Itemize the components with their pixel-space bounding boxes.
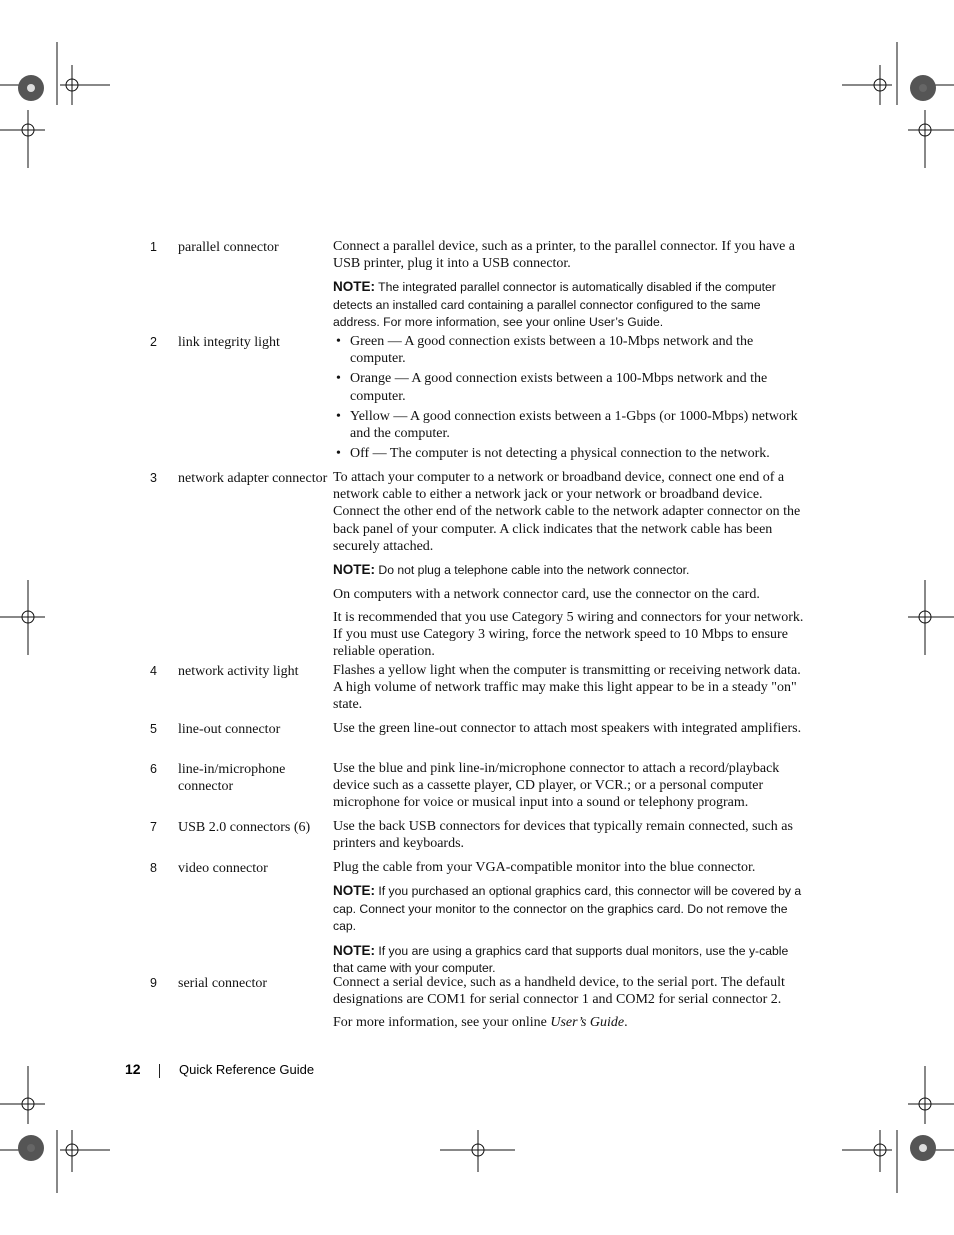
table-row: [150, 469, 810, 666]
connector-description: [333, 818, 809, 852]
list-item: • Orange — A good connection exists between a 100-Mbps network and the computer.: [333, 370, 809, 404]
list-item: • Green — A good connection exists between a 10-Mbps network and the computer.: [333, 333, 809, 367]
connector-description: [333, 859, 809, 978]
description-paragraph: It is recommended that you use Category 5 wiring and connectors for your network. If you must use Category 3 wiring, force the network speed to 10 Mbps to ensure reliable operation.: [333, 609, 804, 660]
paragraph-text: .: [624, 1015, 628, 1031]
note-label: NOTE:: [333, 942, 375, 958]
connector-description: [333, 662, 809, 714]
row-number: 1: [150, 240, 157, 254]
table-row: [150, 720, 810, 743]
description-paragraph: Use the blue and pink line-in/microphone connector to attach a record/playback device such as a cassette player, CD player, or VCR.; or a personal computer microphone for voice or musical input into a sound or telephony program.: [333, 761, 780, 811]
description-paragraph: Connect a parallel device, such as a printer, to the parallel connector. If you have a USB printer, plug it into a USB connector.: [333, 239, 796, 272]
row-number: 7: [150, 820, 157, 834]
connector-description: [333, 760, 809, 812]
table-row: [150, 662, 810, 720]
description-paragraph: On computers with a network connector card, use the connector on the card.: [333, 586, 760, 602]
row-number: 9: [150, 976, 157, 990]
connector-name: network activity light: [178, 664, 299, 679]
note: [333, 278, 809, 332]
page-number: 12: [125, 1061, 141, 1077]
description-paragraph: Plug the cable from your VGA-compatible monitor into the blue connector.: [333, 860, 756, 875]
table-row: [150, 818, 810, 858]
row-number: 3: [150, 471, 157, 485]
connector-name: network adapter connector: [178, 471, 328, 486]
paragraph-text: For more information, see your online: [333, 1015, 551, 1031]
note: [333, 882, 809, 936]
note-text: The integrated parallel connector is automatically disabled if the computer detects an installed card containing a parallel connector configured to the same address. For more information, see your online User’s Guide.: [333, 280, 776, 330]
description-paragraph: Use the green line-out connector to attach most speakers with integrated amplifiers.: [333, 721, 802, 736]
table-row: [150, 859, 810, 984]
note-text: If you are using a graphics card that supports dual monitors, use the y-cable that came with your computer.: [333, 943, 789, 976]
note-text: If you purchased an optional graphics card, this connector will be covered by a cap. Connect your monitor to the connector on the graphics card. Do not remove the cap.: [333, 884, 802, 934]
connector-description: [333, 238, 809, 332]
footer-title: Quick Reference Guide: [179, 1062, 315, 1077]
note-label: NOTE:: [333, 883, 375, 899]
footer-divider: [159, 1064, 160, 1078]
connector-description: [333, 974, 809, 1032]
note: [333, 561, 809, 580]
row-number: 6: [150, 762, 157, 776]
description-paragraph: Connect a serial device, such as a handheld device, to the serial port. The default designations are COM1 for serial connector 1 and COM2 for serial connector 2.: [333, 975, 785, 1008]
connector-description: [333, 469, 809, 660]
connector-name: parallel connector: [178, 240, 279, 255]
row-number: 2: [150, 335, 157, 349]
note-label: NOTE:: [333, 279, 375, 295]
row-number: 5: [150, 722, 157, 736]
list-item: • Yellow — A good connection exists between a 1-Gbps (or 1000-Mbps) network and the computer.: [333, 408, 809, 442]
table-row: [150, 238, 810, 338]
guide-title-link-text: User’s Guide: [550, 1015, 625, 1031]
description-paragraph: Use the back USB connectors for devices that typically remain connected, such as printers and keyboards.: [333, 819, 793, 852]
row-number: 8: [150, 861, 157, 875]
table-row: [150, 333, 810, 468]
description-paragraph: [333, 1014, 809, 1031]
connector-name: line-out connector: [178, 722, 281, 737]
list-item: • Off — The computer is not detecting a physical connection to the network.: [333, 445, 809, 462]
connector-name: link integrity light: [178, 335, 280, 350]
note-label: NOTE:: [333, 562, 375, 578]
description-paragraph: To attach your computer to a network or broadband device, connect one end of a network cable to either a network jack or your network or broadband device. Connect the other end of the network cable to the network adapter connector on the back panel of your computer. A click indicates that the network cable has been securely attached.: [333, 470, 801, 554]
note: [333, 942, 809, 978]
table-row: [150, 760, 810, 818]
connector-description: [333, 333, 809, 462]
note-text: Do not plug a telephone cable into the network connector.: [378, 563, 690, 578]
table-row: [150, 974, 810, 1038]
description-paragraph: Flashes a yellow light when the computer is transmitting or receiving network data. A high volume of network traffic may make this light appear to be in a steady "on" state.: [333, 663, 801, 713]
connector-description: [333, 720, 809, 737]
connector-name: serial connector: [178, 976, 268, 991]
status-list: [333, 333, 809, 462]
connector-name: video connector: [178, 861, 268, 876]
connector-name: line-in/microphone connector: [178, 762, 286, 794]
connector-name: USB 2.0 connectors (6): [178, 820, 311, 835]
row-number: 4: [150, 664, 157, 678]
